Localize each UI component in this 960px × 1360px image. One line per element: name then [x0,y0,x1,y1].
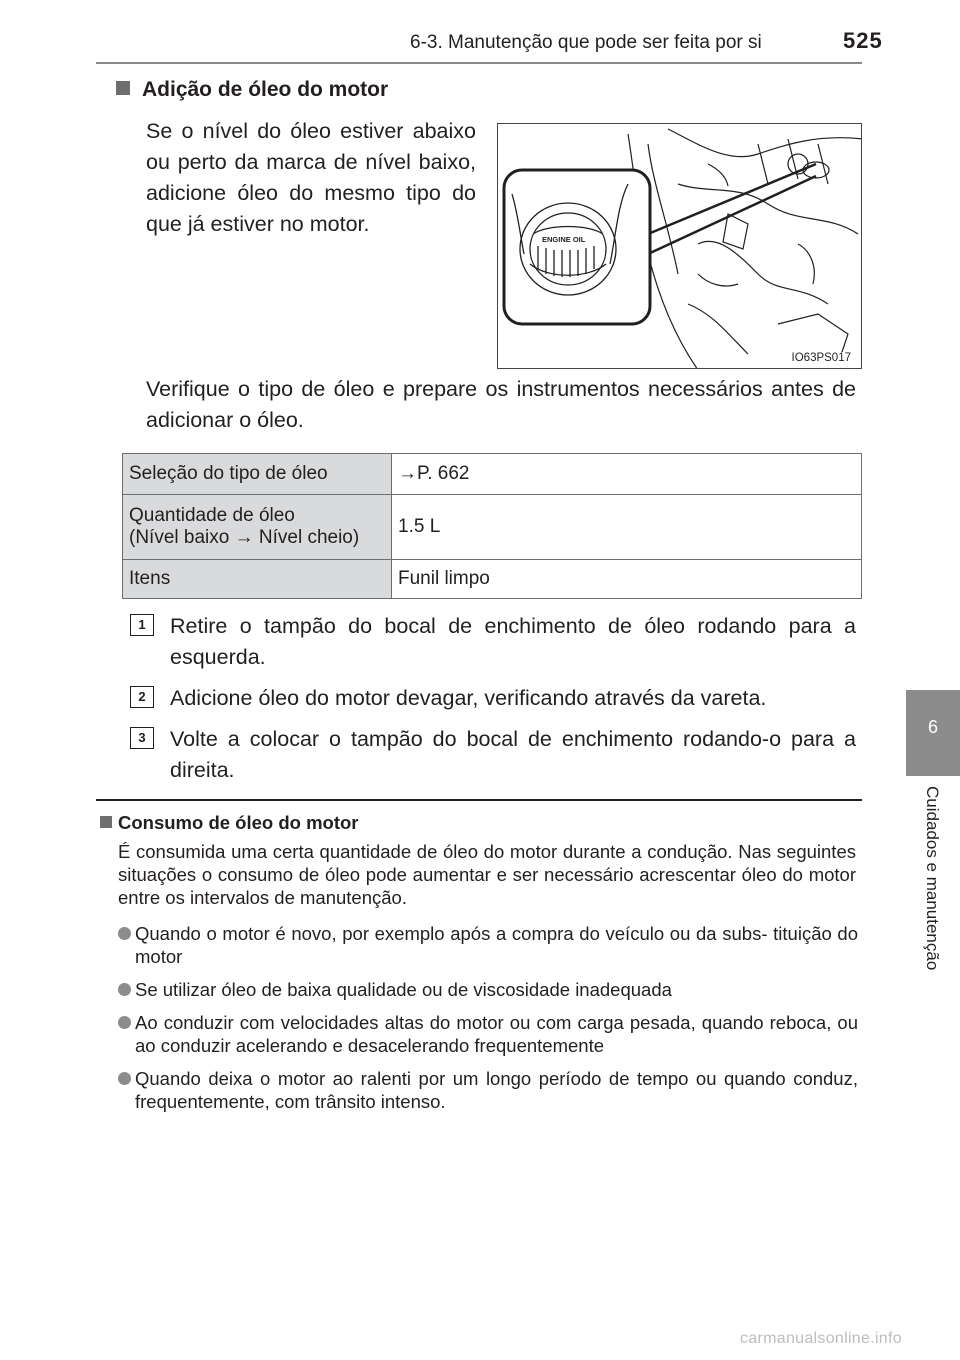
bullet-text: Ao conduzir com velocidades altas do motor ou com carga pesada, quando reboca, ou ao conduzir acelerando e desacelerando frequentemente [135,1012,858,1056]
table-key-line: (Nível baixo → Nível cheio) [129,527,360,548]
page-number: 525 [843,28,883,53]
table-key: Itens [123,560,392,599]
list-item [118,922,858,968]
procedure-steps [130,611,856,796]
table-value: 1.5 L [392,495,862,560]
step-number-box: 1 [130,614,154,636]
table-value: →P. 662 [392,454,862,495]
table-value: Funil limpo [392,560,862,599]
header-rule [96,62,862,64]
step-text: Retire o tampão do bocal de enchimento de óleo rodando para a esquerda. [170,614,856,669]
figure-code: IO63PS017 [791,352,851,364]
list-item [130,611,856,673]
subsection-heading-text: Consumo de óleo do motor [118,812,359,833]
list-item [118,1067,858,1113]
step-number-box: 2 [130,686,154,708]
chapter-number: 6 [927,717,938,737]
bullet-text: Quando o motor é novo, por exemplo após a compra do veículo ou da subs- tituição do motor [135,923,858,967]
subsection-heading [100,812,359,834]
table-row [123,495,862,560]
section-divider [96,799,862,801]
check-paragraph: Verifique o tipo de óleo e prepare os instrumentos necessários antes de adicionar o óleo. [146,377,856,432]
chapter-title: Cuidados e manutenção [923,786,942,971]
square-bullet-icon [116,81,130,95]
bullet-dot-icon [118,983,131,996]
oil-specification-table [122,453,862,599]
cap-label-text: ENGINE OIL [542,235,586,244]
list-item [130,683,856,714]
table-key [123,495,392,560]
bullet-dot-icon [118,927,131,940]
table-key: Seleção do tipo de óleo [123,454,392,495]
list-item [118,978,858,1001]
list-item [118,1011,858,1057]
running-header-section: 6-3. Manutenção que pode ser feita por si [410,32,762,53]
consumption-bullets [118,922,858,1123]
engine-oil-cap-illustration [497,123,862,369]
table-row [123,454,862,495]
bullet-dot-icon [118,1072,131,1085]
section-heading-text: Adição de óleo do motor [142,78,389,101]
step-number-box: 3 [130,727,154,749]
list-item [130,724,856,786]
table-key-line: Quantidade de óleo [129,505,295,526]
table-row [123,560,862,599]
bullet-text: Quando deixa o motor ao ralenti por um longo período de tempo ou quando conduz, frequentemente, com trânsito intenso. [135,1068,858,1112]
watermark: carmanualsonline.info [740,1330,902,1347]
bullet-dot-icon [118,1016,131,1029]
bullet-text: Se utilizar óleo de baixa qualidade ou de viscosidade inadequada [135,979,672,1000]
section-heading [116,78,388,102]
consumption-paragraph: É consumida uma certa quantidade de óleo do motor durante a condução. Nas seguintes situações o consumo de óleo pode aumentar e ser necessário acrescentar óleo do motor entre os intervalos de manutenção. [118,841,856,908]
engine-bay-drawing [498,124,862,369]
square-bullet-icon [100,816,112,828]
step-text: Volte a colocar o tampão do bocal de enchimento rodando-o para a direita. [170,727,856,782]
intro-paragraph: Se o nível do óleo estiver abaixo ou perto da marca de nível baixo, adicione óleo do mesmo tipo do que já estiver no motor. [146,119,476,236]
step-text: Adicione óleo do motor devagar, verificando através da vareta. [170,686,767,710]
